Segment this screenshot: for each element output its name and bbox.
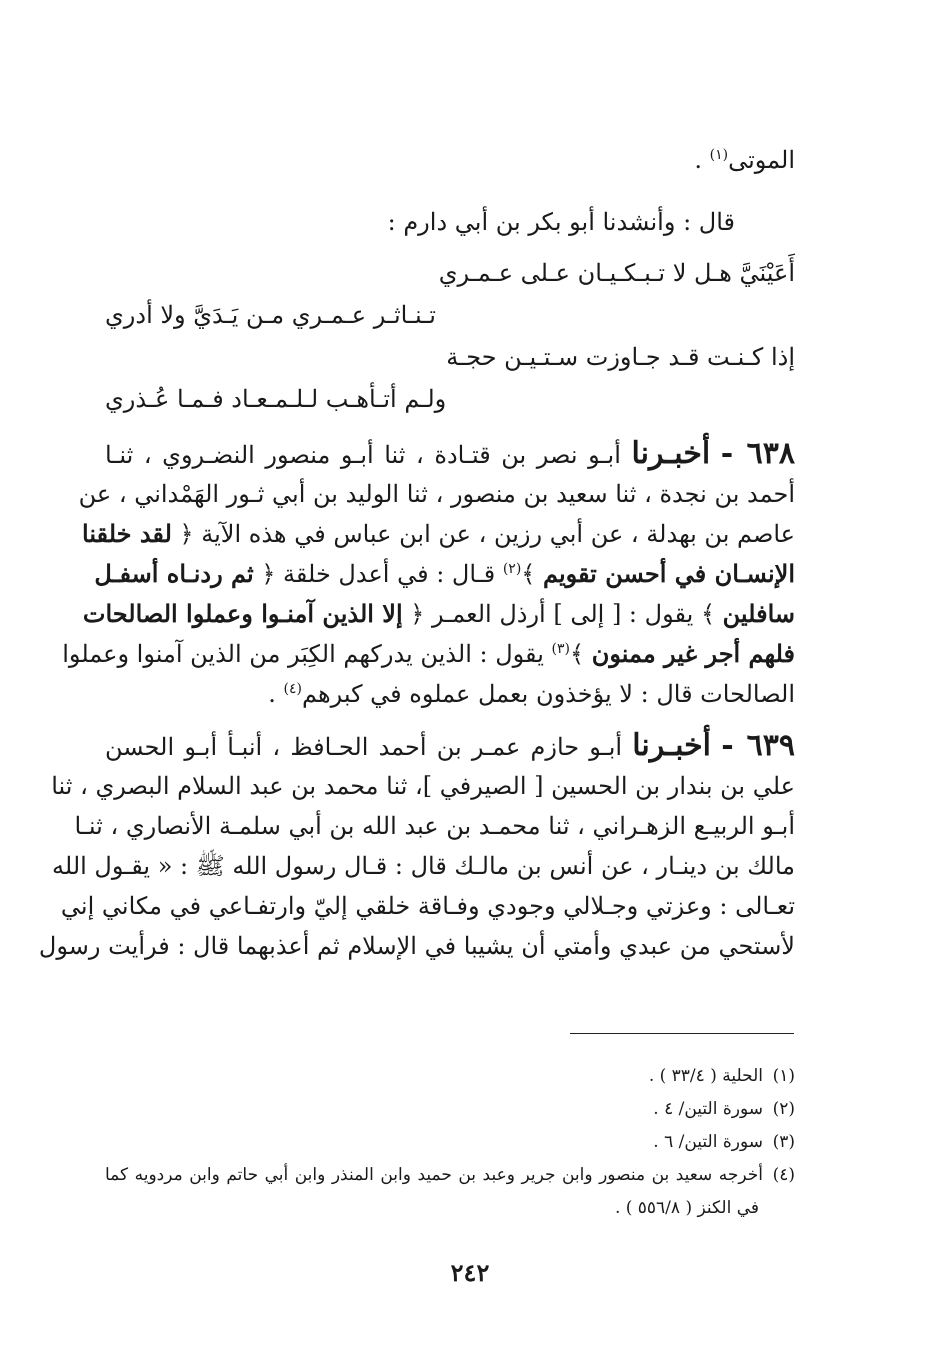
- text-line: أحمد بن نجدة ، ثنا سعيد بن منصور ، ثنا الوليد بن أبي ثـور الهَمْداني ، عن: [78, 480, 795, 508]
- text-line: [105, 674, 795, 714]
- page-number: ٢٤٢: [450, 1258, 490, 1287]
- footnote-ref: (٢): [502, 561, 522, 577]
- footnote-divider: [570, 1033, 794, 1034]
- text-line: عاصم بن بهدلة ، عن أبي رزين ، عن ابن عباس في هذه الآية ﴿ لقد خلقنا: [82, 519, 795, 548]
- footnote-number: (٤): [772, 1165, 795, 1185]
- line-text: .: [694, 146, 710, 174]
- hadith-638-heading-line: [105, 434, 795, 474]
- text-line: علي بن بندار بن الحسين [ الصيرفي ]، ثنا محمد بن عبد السلام البصري ، ثنا: [51, 772, 795, 800]
- text-line: فلهم أجر غير ممنون ﴾$^{(٣)}$ يقول : الذين يدركهم الكِبَر من الذين آمنوا وعملوا: [62, 639, 795, 668]
- line-text: أبـو نصر بن قتـادة ، ثنا أبـو منصور النضـروي ، ثنـا: [105, 441, 621, 469]
- line-text: .: [268, 680, 284, 708]
- hadith-639-heading-line: [105, 726, 795, 766]
- footnote-ref: (٤): [283, 681, 302, 697]
- hadith-number: ٦٣٨ -: [720, 436, 795, 471]
- quran-text: سافلين: [722, 599, 795, 628]
- quran-text: فلهم أجر غير ممنون: [591, 639, 795, 668]
- line-text: يقول : الذين يدركهم الكِبَر من الذين آمنوا وعملوا: [62, 640, 544, 668]
- footnote-ref: (١): [709, 147, 729, 163]
- footnote-ref: (٣): [551, 641, 570, 657]
- footnote-item: [105, 1060, 795, 1093]
- quran-text: ثم ردنـاه أسفـل: [94, 559, 254, 588]
- line-text: أبـو حازم عمـر بن أحمد الحـافظ ، أنبـأ أبـو الحسن: [105, 733, 623, 761]
- footnote-item: [105, 1192, 795, 1225]
- text-line: مالك بن دينـار ، عن أنس بن مالـك قال : قـال رسول الله ﷺ : « يقـول الله: [52, 852, 795, 880]
- verse-line: أَعَيْنَيَّ هـل لا تـبـكـيـان عـلى عـمـري: [438, 259, 795, 287]
- quran-text: إلا الذين آمنـوا وعملوا الصالحات: [82, 599, 403, 628]
- line-text: يقول : [ إلى ] أرذل العمـر: [431, 600, 694, 628]
- hadith-heading-word: أخبـرنا: [632, 728, 712, 763]
- footnote-item: [105, 1093, 795, 1126]
- footnote-number: (١): [772, 1066, 795, 1086]
- line-text: عاصم بن بهدلة ، عن أبي رزين ، عن ابن عباس في هذه الآية: [201, 520, 795, 548]
- verse-line: ولـم أتـأهـب لـلـمـعـاد فـمـا عُـذري: [105, 385, 447, 413]
- footnote-text: في الكنز ( ٥٥٦/٨ ) .: [614, 1198, 759, 1218]
- text-line: [105, 140, 795, 180]
- text-line: أبـو الربيـع الزهـراني ، ثنا محمـد بن عبد الله بن أبي سلمـة الأنصاري ، ثنـا: [74, 812, 795, 840]
- text-line: الإنسـان في أحسن تقويم ﴾$^{(٢)}$ قـال : في أعدل خلقة ﴿ ثم ردنـاه أسفـل: [94, 559, 795, 588]
- line-text: قـال : في أعدل خلقة: [283, 560, 496, 588]
- quran-text: الإنسـان في أحسن تقويم: [542, 559, 795, 588]
- main-text: [38, 140, 795, 966]
- line-text: الصالحات قال : لا يؤخذون بعمل عملوه في كبرهم: [301, 680, 795, 708]
- verse-line: تـنـاثـر عـمـري مـن يَـدَيَّ ولا أدري: [105, 301, 436, 329]
- footnote-item: [105, 1159, 795, 1192]
- footnote-text: سورة التين/ ٦ .: [653, 1132, 763, 1152]
- intro-line: قال : وأنشدنا أبو بكر بن أبي دارم :: [387, 208, 735, 236]
- text-line: لأستحي من عبدي وأمتي أن يشيبا في الإسلام ثم أعذبهما قال : فرأيت رسول: [38, 932, 795, 960]
- footnote-text: سورة التين/ ٤ .: [653, 1099, 763, 1119]
- footnote-item: [105, 1126, 795, 1159]
- hadith-heading-word: أخبـرنا: [631, 436, 711, 471]
- footnotes: [105, 1060, 795, 1225]
- quran-text: لقد خلقنا: [82, 519, 172, 548]
- footnote-number: (٢): [772, 1099, 795, 1119]
- footnote-text: الحلية ( ٣٣/٤ ) .: [648, 1066, 763, 1086]
- text-line: سافلين ﴾ يقول : [ إلى ] أرذل العمـر ﴿ إلا الذين آمنـوا وعملوا الصالحات: [82, 599, 795, 628]
- hadith-number: ٦٣٩ -: [721, 728, 795, 763]
- verse-line: إذا كـنـت قـد جـاوزت سـتـيـن حجـة: [446, 343, 795, 371]
- line-text: الموتى: [728, 146, 795, 174]
- footnote-number: (٣): [772, 1132, 795, 1152]
- footnote-text: أخرجه سعيد بن منصور وابن جرير وعبد بن حميد وابن المنذر وابن أبي حاتم وابن مردويه كما: [105, 1165, 763, 1185]
- text-line: تعـالى : وعزتي وجـلالي وجودي وفـاقة خلقي إليّ وارتفـاعي في مكاني إني: [60, 892, 795, 920]
